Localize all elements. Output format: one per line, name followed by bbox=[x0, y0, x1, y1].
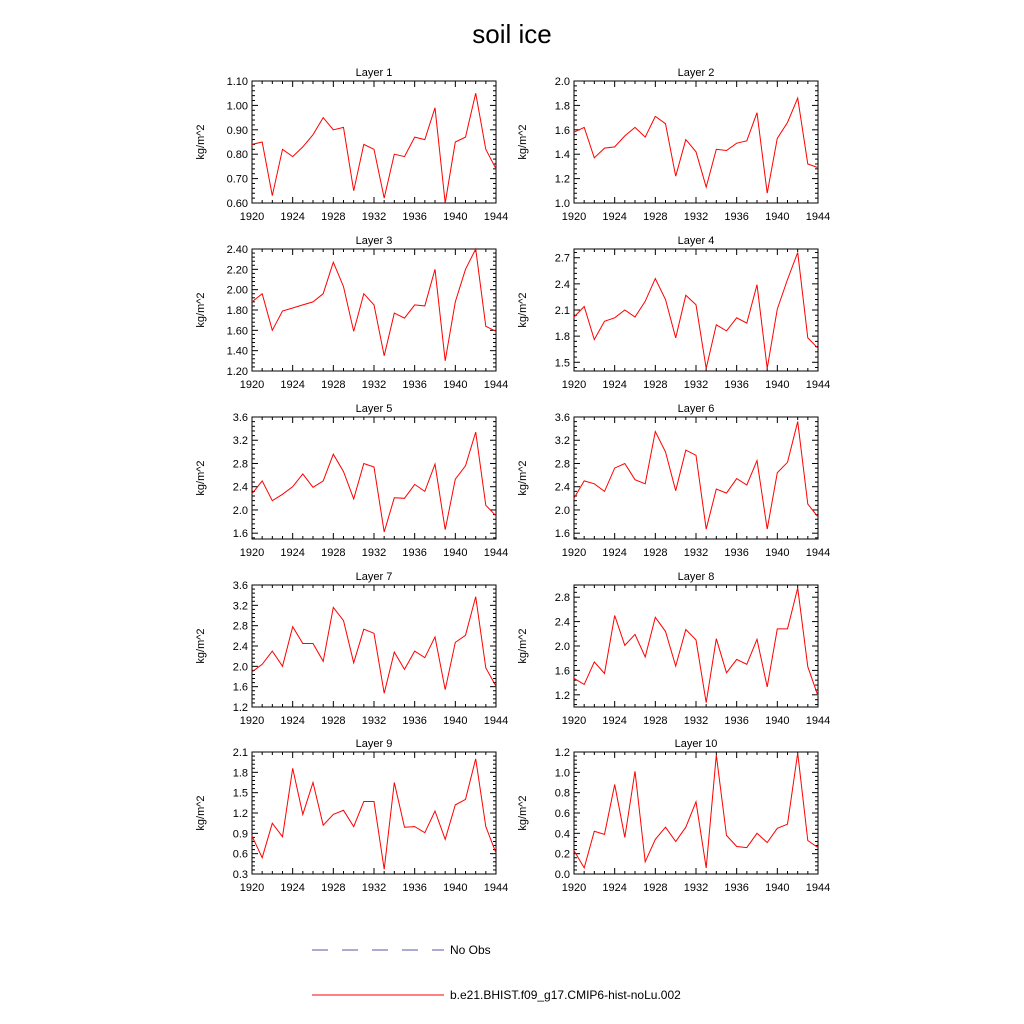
y-tick-label: 2.8 bbox=[232, 620, 248, 633]
x-tick-label: 1924 bbox=[602, 211, 627, 223]
chart-layer-5 bbox=[195, 403, 508, 559]
x-tick-label: 1944 bbox=[805, 379, 831, 391]
y-tick-label: 0.2 bbox=[554, 848, 570, 861]
plot-frame bbox=[252, 249, 496, 371]
x-tick-label: 1924 bbox=[280, 211, 305, 223]
figure-title: soil ice bbox=[472, 19, 552, 49]
y-tick-label: 0.90 bbox=[226, 124, 248, 137]
x-tick-label: 1932 bbox=[361, 882, 387, 894]
y-tick-label: 0.80 bbox=[226, 149, 248, 162]
x-tick-label: 1940 bbox=[443, 882, 468, 894]
panel-title: Layer 10 bbox=[674, 738, 718, 750]
y-tick-label: 2.0 bbox=[554, 641, 570, 653]
x-tick-label: 1940 bbox=[443, 715, 468, 727]
x-tick-label: 1936 bbox=[724, 211, 749, 223]
x-tick-label: 1940 bbox=[765, 379, 790, 391]
y-axis-label: kg/m^2 bbox=[517, 460, 529, 496]
x-tick-label: 1944 bbox=[483, 882, 509, 894]
x-tick-label: 1924 bbox=[280, 547, 305, 559]
y-tick-label: 2.0 bbox=[232, 661, 248, 674]
y-tick-label: 2.4 bbox=[554, 278, 570, 291]
y-tick-label: 3.6 bbox=[554, 412, 570, 424]
y-tick-label: 3.6 bbox=[232, 580, 248, 592]
x-tick-label: 1932 bbox=[683, 715, 709, 727]
x-tick-label: 1940 bbox=[765, 547, 790, 559]
x-tick-label: 1936 bbox=[402, 547, 427, 559]
y-tick-label: 0.0 bbox=[554, 869, 570, 881]
plot-frame bbox=[574, 249, 818, 371]
x-tick-label: 1944 bbox=[483, 211, 509, 223]
chart-layer-2 bbox=[517, 67, 830, 223]
y-tick-label: 1.5 bbox=[554, 357, 570, 370]
y-tick-label: 1.2 bbox=[232, 702, 248, 714]
y-axis-label: kg/m^2 bbox=[517, 628, 529, 664]
x-tick-label: 1920 bbox=[561, 379, 587, 391]
y-tick-label: 2.40 bbox=[226, 244, 248, 256]
x-tick-label: 1928 bbox=[643, 547, 668, 559]
chart-layer-7 bbox=[195, 571, 508, 727]
y-tick-label: 1.8 bbox=[232, 767, 248, 780]
x-tick-label: 1928 bbox=[643, 715, 668, 727]
x-tick-label: 1940 bbox=[443, 379, 468, 391]
x-tick-label: 1936 bbox=[402, 379, 427, 391]
y-tick-label: 1.2 bbox=[554, 173, 570, 186]
y-tick-label: 2.7 bbox=[554, 252, 570, 265]
y-axis-label: kg/m^2 bbox=[517, 292, 529, 328]
plot-frame bbox=[252, 752, 496, 874]
chart-layer-9 bbox=[195, 738, 508, 894]
x-tick-label: 1928 bbox=[321, 547, 346, 559]
x-tick-label: 1920 bbox=[239, 882, 265, 894]
y-tick-label: 0.3 bbox=[232, 869, 248, 881]
x-tick-label: 1940 bbox=[765, 882, 790, 894]
x-tick-label: 1920 bbox=[561, 547, 587, 559]
x-tick-label: 1936 bbox=[402, 211, 427, 223]
x-tick-label: 1944 bbox=[483, 379, 509, 391]
y-tick-label: 3.2 bbox=[232, 600, 248, 613]
y-tick-label: 0.8 bbox=[554, 787, 570, 800]
y-tick-label: 2.4 bbox=[554, 616, 570, 629]
series-line bbox=[574, 753, 818, 868]
legend-model-label: b.e21.BHIST.f09_g17.CMIP6-hist-noLu.002 bbox=[450, 988, 681, 1002]
x-tick-label: 1924 bbox=[280, 882, 305, 894]
y-tick-label: 1.2 bbox=[232, 808, 248, 820]
y-axis-label: kg/m^2 bbox=[195, 795, 207, 831]
plot-frame bbox=[574, 752, 818, 874]
y-tick-label: 1.80 bbox=[226, 305, 248, 317]
panel-title: Layer 4 bbox=[677, 235, 715, 247]
y-tick-label: 1.60 bbox=[226, 325, 248, 338]
series-line bbox=[574, 588, 818, 703]
y-axis-label: kg/m^2 bbox=[195, 124, 207, 160]
x-tick-label: 1936 bbox=[402, 882, 427, 894]
panel-title: Layer 8 bbox=[677, 571, 715, 583]
plot-frame bbox=[574, 81, 818, 203]
x-tick-label: 1920 bbox=[561, 882, 587, 894]
chart-layer-1 bbox=[195, 67, 508, 223]
x-tick-label: 1928 bbox=[643, 379, 668, 391]
y-axis-label: kg/m^2 bbox=[195, 460, 207, 496]
legend bbox=[312, 943, 681, 1002]
panel-title: Layer 3 bbox=[355, 235, 393, 247]
series-line bbox=[252, 597, 496, 694]
x-tick-label: 1944 bbox=[483, 715, 509, 727]
y-tick-label: 0.9 bbox=[232, 828, 248, 841]
x-tick-label: 1944 bbox=[805, 715, 831, 727]
x-tick-label: 1924 bbox=[602, 882, 627, 894]
y-tick-label: 1.6 bbox=[232, 681, 248, 694]
x-tick-label: 1944 bbox=[805, 211, 831, 223]
plot-frame bbox=[252, 585, 496, 707]
y-axis-label: kg/m^2 bbox=[517, 795, 529, 831]
y-tick-label: 1.6 bbox=[232, 528, 248, 541]
x-tick-label: 1932 bbox=[361, 715, 387, 727]
y-tick-label: 1.4 bbox=[554, 149, 570, 162]
y-tick-label: 0.4 bbox=[554, 828, 570, 841]
y-tick-label: 2.4 bbox=[232, 481, 248, 494]
y-tick-label: 1.6 bbox=[554, 124, 570, 137]
y-tick-label: 2.8 bbox=[554, 592, 570, 605]
chart-layer-3 bbox=[195, 235, 508, 391]
y-tick-label: 2.0 bbox=[232, 504, 248, 517]
y-axis-label: kg/m^2 bbox=[195, 292, 207, 328]
y-tick-label: 1.0 bbox=[554, 198, 570, 210]
x-tick-label: 1940 bbox=[765, 211, 790, 223]
y-tick-label: 2.0 bbox=[554, 504, 570, 517]
y-tick-label: 1.6 bbox=[554, 665, 570, 678]
legend-obs-label: No Obs bbox=[450, 943, 491, 957]
x-tick-label: 1932 bbox=[683, 882, 709, 894]
x-tick-label: 1932 bbox=[683, 547, 709, 559]
series-line bbox=[574, 253, 818, 369]
panel-title: Layer 1 bbox=[355, 67, 393, 79]
x-tick-label: 1920 bbox=[239, 211, 265, 223]
y-tick-label: 1.5 bbox=[232, 787, 248, 800]
x-tick-label: 1932 bbox=[683, 211, 709, 223]
y-tick-label: 2.4 bbox=[554, 481, 570, 494]
x-tick-label: 1932 bbox=[361, 211, 387, 223]
panels bbox=[195, 67, 830, 894]
y-tick-label: 1.0 bbox=[554, 767, 570, 780]
x-tick-label: 1920 bbox=[239, 379, 265, 391]
series-line bbox=[574, 98, 818, 193]
panel-title: Layer 9 bbox=[355, 738, 393, 750]
x-tick-label: 1940 bbox=[443, 547, 468, 559]
y-tick-label: 0.6 bbox=[232, 848, 248, 861]
y-tick-label: 0.60 bbox=[226, 198, 248, 210]
y-tick-label: 1.8 bbox=[554, 100, 570, 113]
y-tick-label: 2.1 bbox=[232, 747, 248, 759]
x-tick-label: 1924 bbox=[602, 715, 627, 727]
y-tick-label: 1.8 bbox=[554, 331, 570, 344]
y-tick-label: 2.00 bbox=[226, 284, 248, 297]
x-tick-label: 1944 bbox=[805, 547, 831, 559]
x-tick-label: 1936 bbox=[724, 379, 749, 391]
y-tick-label: 2.8 bbox=[232, 458, 248, 471]
x-tick-label: 1920 bbox=[239, 715, 265, 727]
x-tick-label: 1924 bbox=[602, 547, 627, 559]
y-tick-label: 1.10 bbox=[226, 76, 248, 88]
x-tick-label: 1928 bbox=[321, 211, 346, 223]
x-tick-label: 1920 bbox=[561, 211, 587, 223]
x-tick-label: 1944 bbox=[483, 547, 509, 559]
series-line bbox=[252, 249, 496, 361]
x-tick-label: 1936 bbox=[402, 715, 427, 727]
plot-frame bbox=[252, 417, 496, 539]
series-line bbox=[252, 759, 496, 870]
y-tick-label: 2.20 bbox=[226, 264, 248, 277]
y-tick-label: 3.2 bbox=[554, 435, 570, 448]
x-tick-label: 1944 bbox=[805, 882, 831, 894]
plot-frame bbox=[252, 81, 496, 203]
series-line bbox=[574, 422, 818, 529]
y-tick-label: 3.6 bbox=[232, 412, 248, 424]
panel-title: Layer 6 bbox=[677, 403, 715, 415]
plot-frame bbox=[574, 585, 818, 707]
x-tick-label: 1928 bbox=[321, 882, 346, 894]
y-tick-label: 2.0 bbox=[554, 76, 570, 88]
y-tick-label: 2.1 bbox=[554, 305, 570, 317]
chart-layer-10 bbox=[517, 738, 830, 894]
y-tick-label: 1.40 bbox=[226, 345, 248, 358]
x-tick-label: 1924 bbox=[602, 379, 627, 391]
y-tick-label: 1.2 bbox=[554, 747, 570, 759]
panel-title: Layer 7 bbox=[355, 571, 393, 583]
x-tick-label: 1936 bbox=[724, 715, 749, 727]
chart-layer-4 bbox=[517, 235, 830, 391]
y-axis-label: kg/m^2 bbox=[195, 628, 207, 664]
y-tick-label: 2.8 bbox=[554, 458, 570, 471]
y-tick-label: 1.6 bbox=[554, 528, 570, 541]
x-tick-label: 1920 bbox=[239, 547, 265, 559]
x-tick-label: 1924 bbox=[280, 715, 305, 727]
y-tick-label: 0.6 bbox=[554, 808, 570, 820]
x-tick-label: 1940 bbox=[765, 715, 790, 727]
y-tick-label: 2.4 bbox=[232, 641, 248, 653]
y-tick-label: 1.20 bbox=[226, 366, 248, 378]
y-axis-label: kg/m^2 bbox=[517, 124, 529, 160]
y-tick-label: 1.00 bbox=[226, 100, 248, 113]
x-tick-label: 1924 bbox=[280, 379, 305, 391]
y-tick-label: 1.2 bbox=[554, 689, 570, 702]
panel-title: Layer 2 bbox=[677, 67, 715, 79]
x-tick-label: 1936 bbox=[724, 547, 749, 559]
x-tick-label: 1928 bbox=[321, 379, 346, 391]
x-tick-label: 1940 bbox=[443, 211, 468, 223]
x-tick-label: 1920 bbox=[561, 715, 587, 727]
y-tick-label: 0.70 bbox=[226, 173, 248, 186]
x-tick-label: 1928 bbox=[643, 882, 668, 894]
x-tick-label: 1936 bbox=[724, 882, 749, 894]
chart-layer-6 bbox=[517, 403, 830, 559]
x-tick-label: 1932 bbox=[361, 547, 387, 559]
panel-title: Layer 5 bbox=[355, 403, 393, 415]
series-line bbox=[252, 93, 496, 203]
series-line bbox=[252, 432, 496, 532]
x-tick-label: 1928 bbox=[643, 211, 668, 223]
chart-layer-8 bbox=[517, 571, 830, 727]
x-tick-label: 1928 bbox=[321, 715, 346, 727]
x-tick-label: 1932 bbox=[683, 379, 709, 391]
x-tick-label: 1932 bbox=[361, 379, 387, 391]
y-tick-label: 3.2 bbox=[232, 435, 248, 448]
